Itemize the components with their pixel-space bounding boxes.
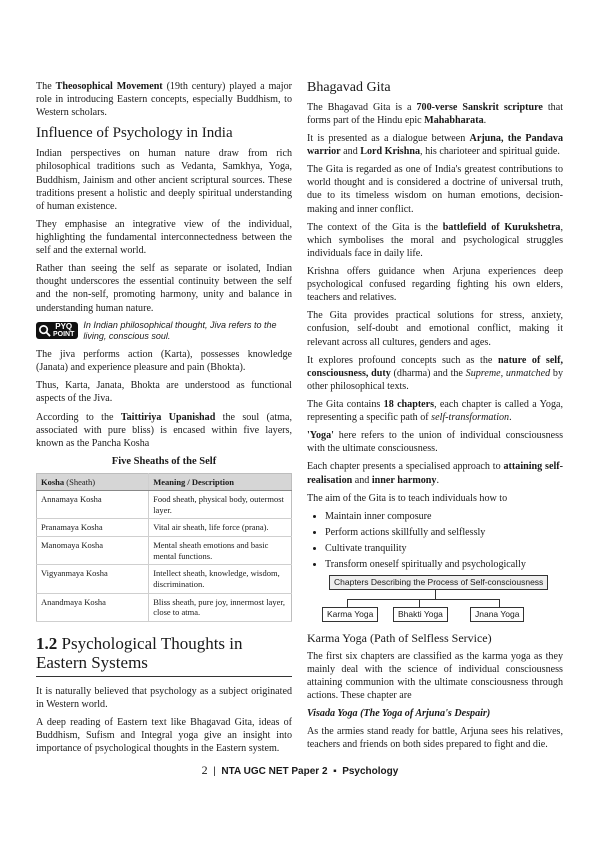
list-item: • Cultivate tranquility <box>325 542 563 555</box>
five-sheaths-table <box>36 473 292 622</box>
section-heading-1-2 <box>36 634 292 677</box>
list-item: • Transform oneself spiritually and psychologically <box>325 558 563 571</box>
paragraph-kurukshetra: The context of the Gita is the battlefield of Kurukshetra, which symbolises the moral and psychological struggles individuals face in daily life. <box>307 221 563 259</box>
table-header-row <box>37 473 292 491</box>
paragraph-contribution: The Gita is regarded as one of India's greatest contributions to world thought and is considered a doctrine of universal truth, due to its timeless wisdom on human emotions, decision-making and inner conflict. <box>307 164 563 215</box>
page-number: 2 <box>201 763 208 777</box>
footer-subject: Psychology <box>342 766 399 777</box>
table-row <box>37 519 292 537</box>
paragraph-armies: As the armies stand ready for battle, Arjuna sees his relatives, teachers and friends on both sides prepared to fight and die. <box>307 726 563 751</box>
section-title: Psychological Thoughts in Eastern Systems <box>36 633 243 673</box>
section-number: 1.2 <box>36 633 58 653</box>
diagram-bhakti-yoga: Bhakti Yoga <box>393 607 448 622</box>
kosha-name: Manomaya Kosha <box>37 537 149 565</box>
kosha-description: Intellect sheath, knowledge, wisdom, discrimination. <box>149 565 292 593</box>
kosha-name: Vigyanmaya Kosha <box>37 565 149 593</box>
table-row <box>37 593 292 621</box>
paragraph-practical-solutions: The Gita provides practical solutions for stress, anxiety, confusion, self-doubt and emotional conflict, making it relevant across all cultures, genders and ages. <box>307 310 563 348</box>
heading-karma-yoga: Karma Yoga (Path of Selfless Service) <box>307 631 492 646</box>
paragraph-karta-janata: Thus, Karta, Janata, Bhokta are understood as functional aspects of the Jiva. <box>36 380 292 405</box>
heading-bhagavad-gita: Bhagavad Gita <box>307 80 391 95</box>
kosha-name: Anandmaya Kosha <box>37 593 149 621</box>
page-footer <box>0 763 600 778</box>
paragraph-taittiriya: According to the Taittiriya Upanishad the soul (atma, associated with pure bliss) is encased within five layers, known as the Pancha Kosha <box>36 411 293 449</box>
footer-book-title: NTA UGC NET Paper 2 <box>221 766 328 777</box>
kosha-description: Mental sheath emotions and basic mental functions. <box>149 537 292 565</box>
diagram-karma-yoga: Karma Yoga <box>322 607 378 622</box>
diagram-connector <box>435 590 436 599</box>
kosha-name: Pranamaya Kosha <box>37 519 149 537</box>
table-row <box>37 565 292 593</box>
paragraph-specialised-approach: Each chapter presents a specialised approach to attaining self-realisation and inner harmony. <box>307 461 563 486</box>
paragraph-profound-concepts: It explores profound concepts such as the nature of self, consciousness, duty (dharma) and the Supreme, unmatched by other philosophical texts. <box>307 354 564 392</box>
kosha-description: Bliss sheath, pure joy, innermost layer, close to atma. <box>149 593 292 621</box>
kosha-description: Food sheath, physical body, outermost layer. <box>149 491 292 519</box>
diagram-jnana-yoga: Jnana Yoga <box>470 607 524 622</box>
footer-bullet: ▪ <box>330 766 340 777</box>
list-item: • Maintain inner composure <box>325 510 563 523</box>
magnifier-icon <box>38 324 51 337</box>
paragraph-integrative-view: They emphasise an integrative view of the individual, highlighting the fundamental interconnectedness between the self and the external world. <box>36 218 292 257</box>
paragraph-first-six-chapters: The first six chapters are classified as the karma yoga as they mainly deal with the science of individual consciousness attaining communion with the ultimate consciousness through actions. These chapter are <box>307 650 563 701</box>
diagram-connector <box>499 599 500 607</box>
header-kosha-sub: (Sheath) <box>66 476 96 487</box>
diagram-connector <box>419 599 420 607</box>
heading-visada-yoga <box>307 707 563 720</box>
pyq-text: In Indian philosophical thought, Jiva refers to the living, conscious soul. <box>83 319 277 341</box>
table-header-kosha <box>37 473 149 491</box>
table-row <box>37 537 292 565</box>
footer-divider: | <box>210 766 219 777</box>
heading-influence: Influence of Psychology in India <box>36 125 233 142</box>
table-header-meaning: Meaning / Description <box>149 473 292 491</box>
visada-title: Visada Yoga (The Yoga of Arjuna's Despair) <box>307 708 491 720</box>
aims-list <box>307 510 563 571</box>
diagram-connector <box>347 599 348 607</box>
paragraph-yoga-definition: 'Yoga' here refers to the union of individual consciousness with the ultimate consciousness. <box>307 430 563 455</box>
paragraph-theosophical: The Theosophical Movement (19th century) played a major role in introducing Eastern concepts, especially Buddhism, to Western scholars. <box>36 81 293 119</box>
kosha-description: Vital air sheath, life force (prana). <box>149 519 292 537</box>
paragraph-krishna-guidance: Krishna offers guidance when Arjuna experiences deep psychological confused regarding fighting his own elders, teachers and relatives. <box>307 266 563 304</box>
chapters-diagram <box>307 575 563 625</box>
paragraph-18-chapters: The Gita contains 18 chapters, each chapter is called a Yoga, representing a specific path of self-transformation. <box>307 398 563 424</box>
diagram-root-box: Chapters Describing the Process of Self-consciousness <box>329 575 548 590</box>
pyq-badge-top: PYQ <box>55 322 73 332</box>
paragraph-dialogue: It is presented as a dialogue between Arjuna, the Pandava warrior and Lord Krishna, his charioteer and spiritual guide. <box>307 133 563 158</box>
right-column <box>307 80 563 756</box>
kosha-name: Annamaya Kosha <box>37 491 149 519</box>
list-item: • Perform actions skillfully and selflessly <box>325 526 563 539</box>
paragraph-eastern-texts: A deep reading of Eastern text like Bhagavad Gita, ideas of Buddhism, Sufism and Integral yoga give an insight into importance of psychological thoughts in the Eastern system. <box>36 717 292 755</box>
header-kosha-label: Kosha <box>41 476 65 487</box>
paragraph-self-continuity: Rather than seeing the self as separate or isolated, Indian thought underscores the essential continuity between the self and the non-self, promoting harmony, unity and balance in understanding human nature. <box>36 263 292 314</box>
paragraph-gita-intro: The Bhagavad Gita is a 700-verse Sanskrit scripture that forms part of the Hindu epic Mahabharata. <box>307 101 563 126</box>
diagram-connector <box>347 599 499 600</box>
pyq-callout <box>36 320 292 343</box>
paragraph-aim: The aim of the Gita is to teach individuals how to <box>307 492 508 504</box>
paragraph-psychology-western: It is naturally believed that psychology as a subject originated in Western world. <box>36 685 292 710</box>
table-row <box>37 491 292 519</box>
table-title: Five Sheaths of the Self <box>111 455 217 467</box>
pyq-badge-bottom: POINT <box>53 331 75 339</box>
pyq-badge <box>36 322 78 339</box>
left-column <box>36 80 292 760</box>
paragraph-indian-perspectives: Indian perspectives on human nature draw from rich philosophical traditions such as Vedanta, Samkhya, Yoga, Buddhism, Jainism and other ancient scriptural sources. These traditions present a holistic and deeply spiritual understanding of human existence. <box>36 148 292 212</box>
paragraph-jiva: The jiva performs action (Karta), possesses knowledge (Janata) and experience pleasure and pain (Bhokta). <box>36 349 292 374</box>
